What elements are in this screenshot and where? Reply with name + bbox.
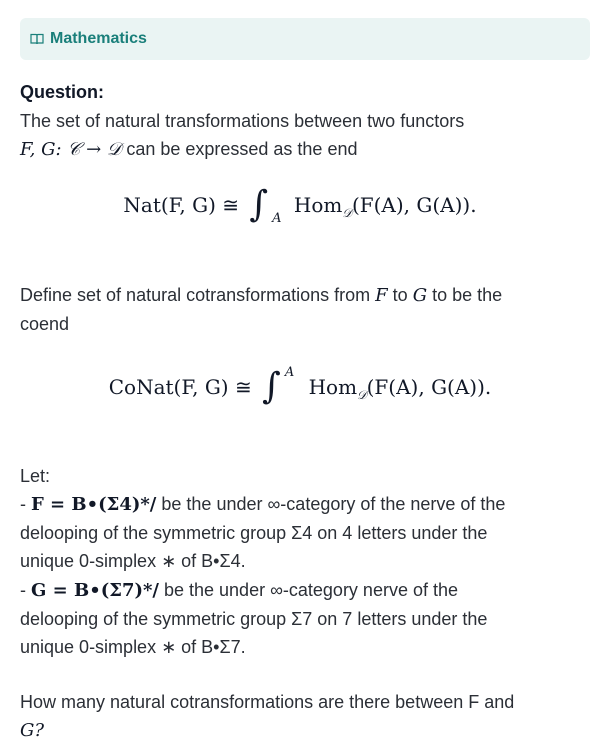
item-2 [20,576,580,661]
define-F: F [375,285,388,306]
question-heading: Question: [20,82,104,102]
item2-dash: - [20,580,31,600]
define-tail: to be the [427,285,503,305]
coend-eq-lhs: CoNat(F, G) ≅ [108,375,259,399]
define-to: to [387,285,413,305]
end-eq-hom: Hom [293,193,343,217]
intro-paragraph [20,107,580,164]
item1-line1: be the under ∞-category of the nerve of the [156,494,506,514]
end-eq-lhs: Nat(F, G) ≅ [123,193,246,217]
let-heading: Let: [20,466,51,486]
end-integral: ∫ [249,184,269,225]
define-line-2: coend [20,314,70,334]
item2-line1: be the under ∞-category nerve of the [158,580,458,600]
coend-eq-hom-sub: 𝒟 [357,388,367,402]
item1-dash: - [20,494,31,514]
end-equation [0,186,600,227]
coend-equation [0,365,600,409]
end-eq-hom-sub: 𝒟 [342,206,352,220]
end-integral-sub: A [272,211,282,226]
item-1 [20,490,580,575]
define-text-1: Define set of natural cotransformations from [20,285,376,305]
item2-line2: delooping of the symmetric group Σ7 on 7 letters under the [20,609,488,629]
item1-line3: unique 0-simplex ∗ of B•Σ4. [20,551,246,571]
subject-label: Mathematics [50,30,147,47]
final-question [20,688,580,745]
end-eq-rhs: (F(A), G(A)). [351,193,477,217]
define-paragraph [20,281,580,338]
item1-math: F = B•(Σ4)*/ [31,494,157,515]
coend-eq-hom: Hom [308,375,358,399]
final-line-1: How many natural cotransformations are there between F and [20,692,515,712]
book-icon [30,33,44,45]
coend-integral-sup: A [284,365,295,380]
coend-eq-rhs: (F(A), G(A)). [366,375,492,399]
intro-line-1: The set of natural transformations between two functors [20,111,465,131]
define-G: G [412,285,428,306]
coend-integral: ∫ [262,366,281,407]
item1-line2: delooping of the symmetric group Σ4 on 4 letters under the [20,523,488,543]
intro-line-2: can be expressed as the end [121,139,358,159]
item2-math: G = B•(Σ7)*/ [31,580,159,601]
subject-badge [20,18,590,60]
final-line-2: G? [20,720,45,741]
item2-line3: unique 0-simplex ∗ of B•Σ7. [20,637,246,657]
intro-functors-math: F, G: 𝒞 → 𝒟 [20,139,122,160]
